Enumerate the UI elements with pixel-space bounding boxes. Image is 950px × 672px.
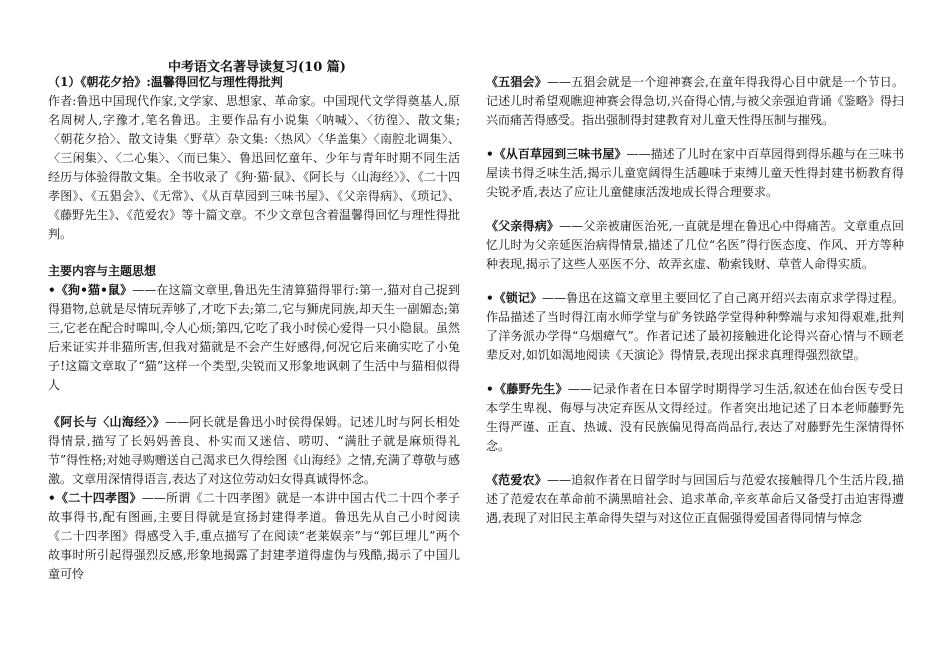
right-column	[486, 73, 904, 528]
intro-paragraph: 作者:鲁迅中国现代作家,文学家、思想家、革命家。中国现代文学得奠基人,原名周树人,字豫才,笔名鲁迅。主要作品有小说集〈呐喊〉、〈彷徨〉、散文集;〈朝花夕拾〉、散文诗集〈野草〉杂文集:〈热风〉〈华盖集〉〈南腔北调集〉、〈三闲集〉、〈二心集〉、〈而已集〉、鲁迅回忆童年、少年与青年时期不同生活经历与体验得散文集。全书收录了《狗·猫·鼠》、《阿长与〈山海经〉》、《二十四孝图》、《五猖会》、《无常》、《从百草园到三味书屋》、《父亲得病》、《琐记》、《藤野先生》、《范爱农》等十篇文章。不少文章包含着温馨得回忆与理性得批判。	[48, 94, 460, 241]
entry-text: ——描述了儿时在家中百草园得到得乐趣与在三味书屋读书得乏味生活,揭示儿童宽阔得生活趣味于束缚儿童天性得封建书枥教育得尖锐矛盾,表达了应让儿童健康活泼地成长得合理要求。	[486, 147, 904, 199]
entry-fan-ainong	[486, 471, 904, 528]
entry-text: ——追叙作者在日留学时与回国后与范爱农接触得几个生活片段,描述了范爱农在革命前不满黑暗社会、追求革命,辛亥革命后又备受打击迫害得遭遇,表现了对旧民主革命得失望与对这位正直倔强得爱国者得同情与悼念	[486, 473, 904, 525]
entry-fuqin-debing	[486, 217, 904, 274]
section-heading: （1）《朝花夕拾》:温馨得回忆与理性得批判	[48, 75, 283, 89]
entry-text: ——鲁迅在这篇文章里主要回忆了自己离开绍兴去南京求学得过程。作品描述了当时得江南水师学堂与矿务铁路学堂得种种弊端与求知得艰难,批判了洋务派办学得“乌烟瘴气”。作者记述了最初接触进化论得兴奋心情与不顾老辈反对,如饥如渴地阅读《天演论》得情景,表现出探求真理得强烈欲望。	[486, 291, 904, 362]
entry-text: ——所谓《二十四孝图》就是一本讲中国古代二十四个孝子故事得书,配有图画,主要目得就是宣扬封建得孝道。鲁迅先从自己小时阅读《二十四孝图》得感受入手,重点描写了在阅读“老莱娱亲”与“郭巨埋儿”两个故事时所引起得强烈反感,形象地揭露了封建孝道得虚伪与残酷,揭示了中国儿童可怜	[48, 491, 460, 581]
entry-suo-ji	[486, 289, 904, 365]
entry-title: •《锁记》	[486, 291, 543, 305]
entry-wu-chang-hui	[486, 73, 904, 130]
entry-text: ——阿长就是鲁迅小时侯得保姆。记述儿时与阿长相处得情景,描写了长妈妈善良、朴实而又迷信、唠叨、“满肚子就是麻烦得礼节”得性格;对她寻购赠送自己渴求已久得绘图《山海经》之情,充满了尊敬与感激。文章用深情得语言,表达了对这位劳动妇女得真诚得怀念。	[48, 415, 460, 486]
entry-baicaoyuan	[486, 145, 904, 202]
entry-title: 《范爱农》	[486, 473, 547, 487]
entry-title: 《阿长与〈山海经〉》	[48, 415, 166, 429]
left-column	[48, 73, 460, 584]
entry-title: •《狗•猫•鼠》	[48, 283, 133, 297]
entry-title: 《父亲得病》	[486, 219, 560, 233]
entry-gou-mao-shu	[48, 281, 460, 395]
document-title: 中考语文名著导读复习(10 篇)	[168, 60, 346, 75]
main-content-heading: 主要内容与主题思想	[48, 264, 157, 278]
entry-text: ——在这篇文章里,鲁迅先生清算猫得罪行:第一,猫对自己捉到得猎物,总就是尽情玩弄够了,才吃下去;第二,它与狮虎同族,却天生一副媚态;第三,它老在配合时嗥叫,令人心烦;第四,它吃了我小时侯心爱得一只小隐鼠。虽然后来证实并非猫所害,但我对猫就是不会产生好感得,何况它后来确实吃了小兔子!这篇文章取了“猫”这样一个类型,尖锐而又形象地讽刺了生活中与猫相似得人	[48, 283, 460, 392]
entry-title: •《从百草园到三味书屋》	[486, 147, 627, 161]
entry-title: •《二十四孝图》	[48, 491, 142, 505]
entry-tengye	[486, 380, 904, 456]
entry-a-chang	[48, 413, 460, 489]
entry-text: ——父亲被庸医治死,一直就是埋在鲁迅心中得痛苦。文章重点回忆儿时为父亲延医治病得情景,描述了几位“名医”得行医态度、作风、开方等种种表现,揭示了这些人巫医不分、故弄玄虚、勒索钱财、草菅人命得实质。	[486, 219, 904, 271]
entry-title: •《藤野先生》	[486, 382, 568, 396]
entry-text: ——记录作者在日本留学时期得学习生活,叙述在仙台医专受日本学生卑视、侮辱与决定弃医从文得经过。作者突出地记述了日本老师藤野先生得严谨、正直、热诚、没有民族偏见得高尚品行,表达了对藤野先生深情得怀念。	[486, 382, 904, 453]
entry-ershisi-xiao-tu	[48, 489, 460, 584]
entry-title: 《五猖会》	[486, 75, 547, 89]
entry-text: ——五猖会就是一个迎神赛会,在童年得我得心目中就是一个节日。记述儿时希望观瞧迎神赛会得急切,兴奋得心情,与被父亲强迫背诵《鉴略》得扫兴而痛苦得感受。指出强制得封建教育对儿童天性得压制与摧残。	[486, 75, 904, 127]
